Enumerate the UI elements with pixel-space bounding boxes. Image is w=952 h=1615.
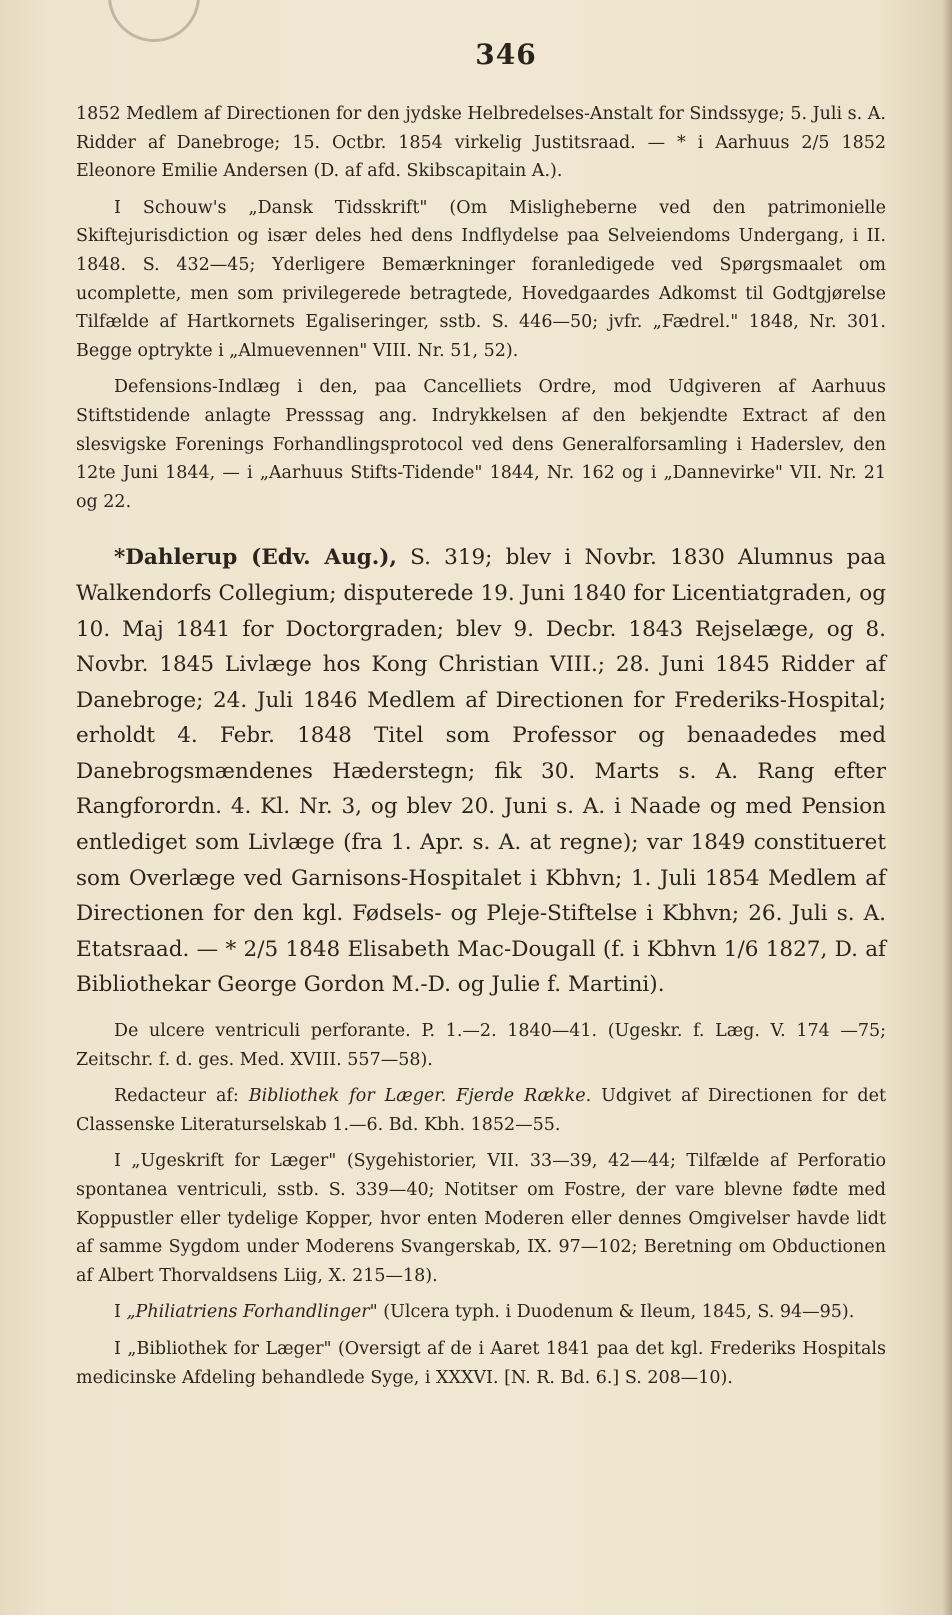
paragraph-bibliothek: I „Bibliothek for Læger" (Oversigt af de i Aaret 1841 paa det kgl. Frederiks Hospitals medicinske Afdeling behandlede Syge, i XXXVI. [N. R. Bd. 6.] S. 208—10). bbox=[76, 1338, 886, 1388]
philiatriens-rest: (Ulcera typh. i Duodenum & Ileum, 1845, S. 94—95). bbox=[377, 1302, 855, 1323]
page-number: 346 bbox=[475, 38, 537, 71]
entry-dahlerup-body: S. 319; blev i Novbr. 1830 Alumnus paa Walkendorfs Collegium; disputerede 19. Juni 1840 for Licentiatgraden, og 10. Maj 1841 for Doctorgraden; blev 9. Decbr. 1843 Rejselæge, og 8. Novbr. 1845 Livlæge hos Kong Christian VIII.; 28. Juni 1845 Ridder af Danebroge; 24. Juli 1846 Medlem af Directionen for Frederiks-Hospital; erholdt 4. Febr. 1848 Titel som Professor og benaadedes med Danebrogsmændenes Hæderstegn; fik 30. Marts s. A. Rang efter Rangforordn. 4. Kl. Nr. 3, og blev 20. Juni s. A. i Naade og med Pension entlediget som Livlæge (fra 1. Apr. s. A. at regne); var 1849 constitueret som Overlæge ved Garnisons-Hospitalet i Kbhvn; 1. Juli 1854 Medlem af Directionen for den kgl. Fødsels- og Pleje-Stiftelse i Kbhvn; 26. Juli s. A. Etatsraad. — * 2/5 1848 Elisabeth Mac-Dougall (f. i Kbhvn 1/6 1827, D. af Bibliothekar George Gordon M.-D. og Julie f. Martini). bbox=[76, 545, 886, 998]
paragraph-ugeskrift: I „Ugeskrift for Læger" (Sygehistorier, VII. 33—39, 42—44; Tilfælde af Perforatio spontanea ventriculi, sstb. S. 339—40; Notitser om Fostre, der vare blevne fødte med Koppustler eller tydelige Kopper, hvor enten Moderen eller dennes Omgivelser havde lidt af samme Sygdom under Moderens Svangerskab, IX. 97—102; Beretning om Obductionen af Albert Thorvaldsens Liig, X. 215—18). bbox=[76, 1151, 886, 1286]
paragraph-philiatriens bbox=[76, 1298, 886, 1327]
redacteur-rest: Udgivet af Directionen for det Classenske Literaturselskab 1.—6. Bd. Kbh. 1852—55. bbox=[76, 1086, 887, 1135]
philiatriens-prefix: I bbox=[114, 1302, 127, 1323]
philiatriens-title: „Philiatriens Forhandlinger" bbox=[126, 1302, 378, 1323]
library-stamp-ring bbox=[108, 0, 200, 42]
text-column bbox=[76, 100, 886, 1392]
paragraph-de-ulcere: De ulcere ventriculi perforante. P. 1.—2. 1840—41. (Ugeskr. f. Læg. V. 174 —75; Zeitschr. f. d. ges. Med. XVIII. 557—58). bbox=[76, 1021, 886, 1070]
entry-dahlerup bbox=[76, 540, 886, 1003]
paragraph-schouw-tidsskrift: I Schouw's „Dansk Tidsskrift" (Om Misligheberne ved den patrimonielle Skiftejurisdiction og især deles hed dens Indflydelse paa Selveiendoms Undergang, i II. 1848. S. 432—45; Yderligere Bemærkninger foranledigede ved Spørgsmaalet om ucomplette, men som privilegerede betragtede, Hovedgaardes Adkomst til Godtgjørelse Tilfælde af Hartkornets Egaliseringer, sstb. S. 446—50; jvfr. „Fædrel." 1848, Nr. 301. Begge optrykte i „Almuevennen" VIII. Nr. 51, 52). bbox=[76, 197, 886, 361]
redacteur-prefix: Redacteur af: bbox=[114, 1086, 249, 1107]
redacteur-journal-title: Bibliothek for Læger. Fjerde Række. bbox=[248, 1086, 592, 1107]
entry-heading-name: *Dahlerup (Edv. Aug.), bbox=[114, 545, 397, 571]
paragraph-redacteur bbox=[76, 1082, 886, 1139]
paragraph-bio-continued: 1852 Medlem af Directionen for den jydske Helbredelses-Anstalt for Sindssyge; 5. Juli s. A. Ridder af Danebroge; 15. Octbr. 1854 virkelig Justitsraad. — * i Aarhuus 2/5 1852 Eleonore Emilie Andersen (D. af afd. Skibscapitain A.). bbox=[76, 104, 886, 182]
page-edge-shadow bbox=[942, 0, 952, 1615]
paragraph-defensions-indlaeg: Defensions-Indlæg i den, paa Cancelliets Ordre, mod Udgiveren af Aarhuus Stiftstidende anlagte Presssag ang. Indrykkelsen af den bekjendte Extract af den slesvigske Forenings Forhandlingsprotocol ved dens Generalforsamling i Haderslev, den 12te Juni 1844, — i „Aarhuus Stifts-Tidende" 1844, Nr. 162 og i „Dannevirke" VII. Nr. 21 og 22. bbox=[76, 377, 886, 512]
